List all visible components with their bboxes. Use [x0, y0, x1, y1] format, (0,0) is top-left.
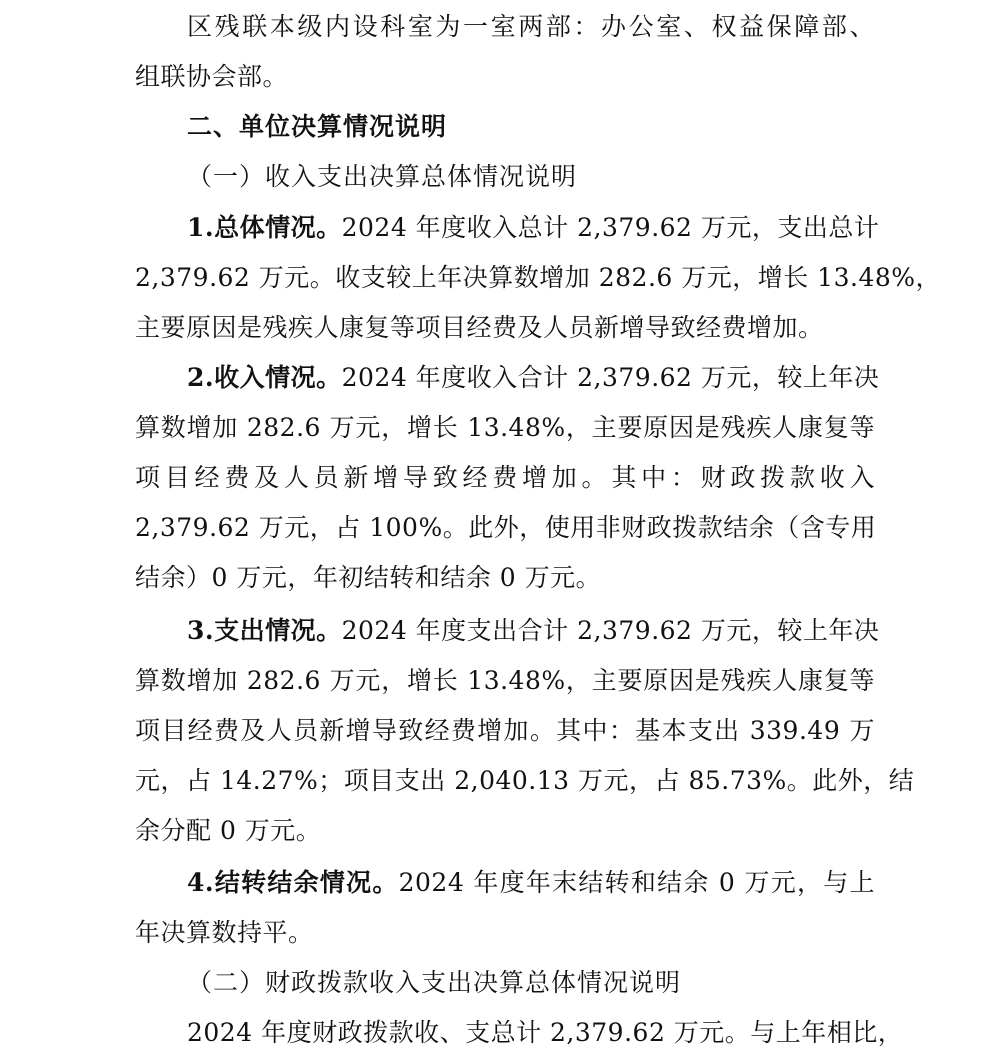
paragraph-balance-line-1 [187, 866, 875, 900]
paragraph-income-line-2: 算数增加 282.6 万元，增长 13.48%，主要原因是残疾人康复等 [135, 413, 875, 442]
paragraph-income-line-1 [187, 361, 880, 395]
paragraph-lead: 1.总体情况。 [187, 213, 342, 242]
paragraph-lead: 3.支出情况。 [187, 616, 342, 645]
paragraph-expense-line-2: 算数增加 282.6 万元，增长 13.48%，主要原因是残疾人康复等 [135, 666, 875, 695]
paragraph-overall-line-2: 2,379.62 万元。收支较上年决算数增加 282.6 万元，增长 13.48%， [135, 263, 942, 292]
paragraph-fiscal-line-1: 2024 年度财政拨款收、支总计 2,379.62 万元。与上年相比， [187, 1018, 904, 1047]
paragraph-text: 2024 年度年末结转和结余 0 万元，与上 [398, 868, 875, 897]
paragraph-income-line-3: 项目经费及人员新增导致经费增加。其中：财政拨款收入 [135, 463, 875, 492]
paragraph-income-line-4: 2,379.62 万元，占 100%。此外，使用非财政拨款结余（含专用 [135, 513, 877, 542]
paragraph-balance-line-2: 年决算数持平。 [135, 918, 314, 947]
paragraph-expense-line-4: 元，占 14.27%；项目支出 2,040.13 万元，占 85.73%。此外，结 [135, 766, 915, 795]
paragraph-expense-line-5: 余分配 0 万元。 [135, 816, 322, 845]
paragraph-income-line-5: 结余）0 万元，年初结转和结余 0 万元。 [135, 563, 602, 592]
subsection-title-2: （二）财政拨款收入支出决算总体情况说明 [187, 968, 682, 997]
section-title: 二、单位决算情况说明 [187, 112, 448, 141]
paragraph-overall-line-1 [187, 211, 880, 245]
paragraph-text: 2024 年度支出合计 2,379.62 万元，较上年决 [341, 616, 880, 645]
paragraph-text: 2024 年度收入合计 2,379.62 万元，较上年决 [341, 363, 880, 392]
paragraph-overall-line-3: 主要原因是残疾人康复等项目经费及人员新增导致经费增加。 [135, 313, 824, 342]
subsection-title-1: （一）收入支出决算总体情况说明 [187, 162, 578, 191]
paragraph-text: 2024 年度收入总计 2,379.62 万元，支出总计 [341, 213, 880, 242]
paragraph-expense-line-1 [187, 614, 880, 648]
org-structure-line-2: 组联协会部。 [135, 62, 289, 91]
paragraph-lead: 2.收入情况。 [187, 363, 342, 392]
paragraph-expense-line-3: 项目经费及人员新增导致经费增加。其中：基本支出 339.49 万 [135, 716, 875, 745]
paragraph-lead: 4.结转结余情况。 [187, 868, 399, 897]
org-structure-line-1: 区残联本级内设科室为一室两部：办公室、权益保障部、 [187, 12, 875, 41]
